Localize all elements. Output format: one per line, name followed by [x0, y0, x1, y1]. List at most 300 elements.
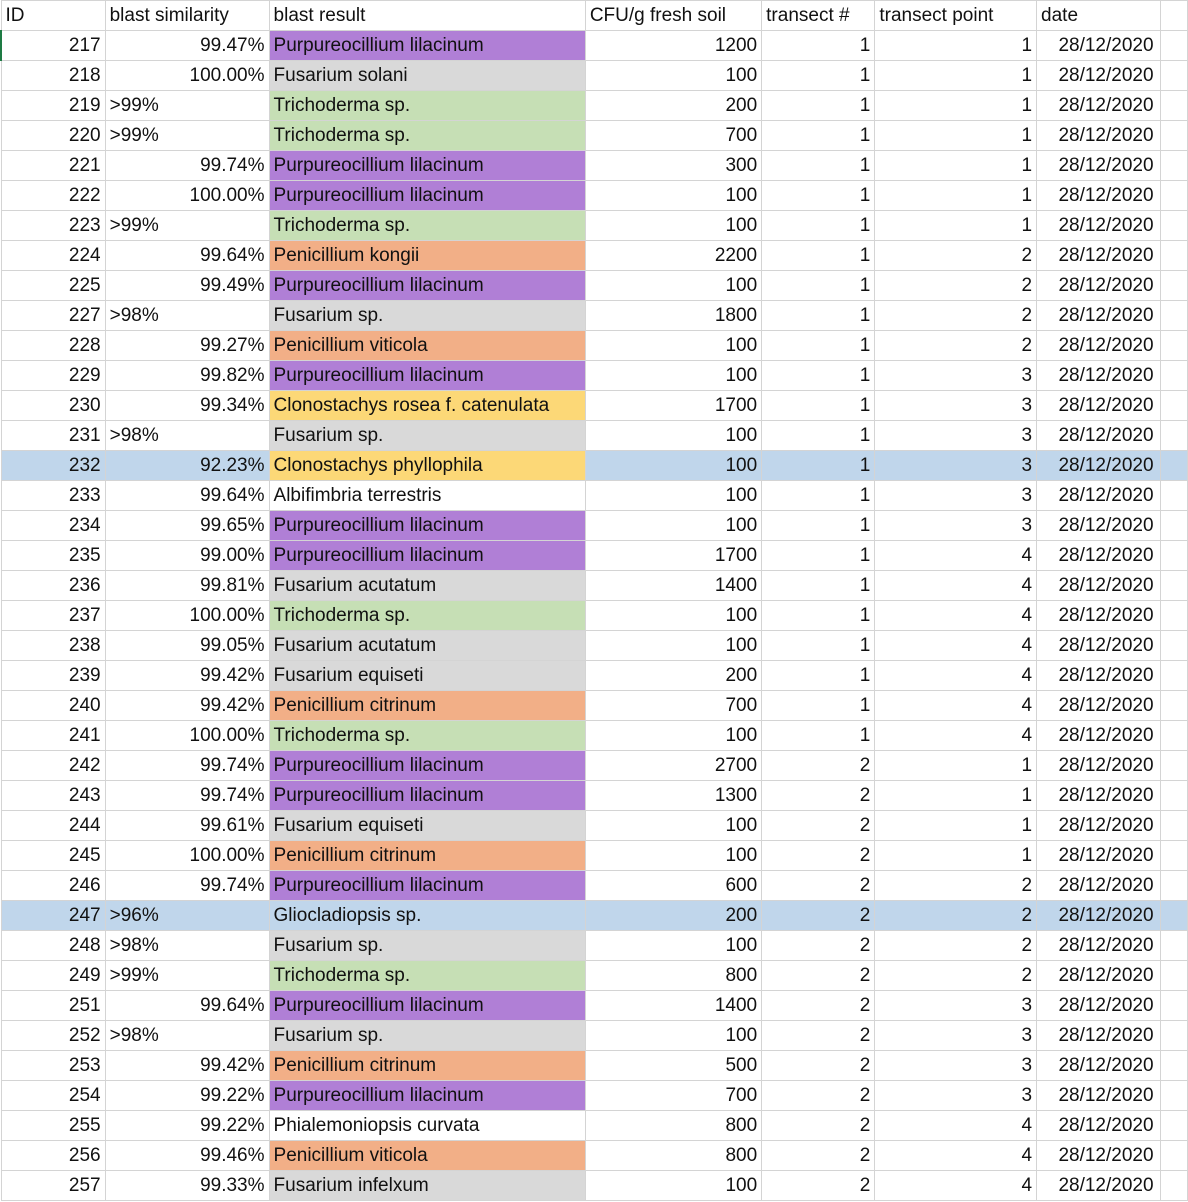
similarity-cell[interactable]: 99.00%: [105, 541, 269, 571]
transect-cell[interactable]: 1: [762, 151, 875, 181]
blast-result-cell[interactable]: Penicillium viticola: [269, 1141, 585, 1171]
empty-cell[interactable]: [1160, 391, 1187, 421]
empty-cell[interactable]: [1160, 1, 1187, 31]
transect-point-cell[interactable]: 2: [875, 301, 1037, 331]
cfu-cell[interactable]: 100: [585, 481, 761, 511]
id-cell[interactable]: 233: [1, 481, 105, 511]
transect-point-cell[interactable]: 2: [875, 871, 1037, 901]
cfu-cell[interactable]: 600: [585, 871, 761, 901]
empty-cell[interactable]: [1160, 331, 1187, 361]
blast-result-cell[interactable]: Trichoderma sp.: [269, 961, 585, 991]
transect-cell[interactable]: 2: [762, 1171, 875, 1201]
empty-cell[interactable]: [1160, 451, 1187, 481]
blast-result-cell[interactable]: Purpureocillium lilacinum: [269, 31, 585, 61]
transect-point-cell[interactable]: 4: [875, 1141, 1037, 1171]
empty-cell[interactable]: [1160, 1171, 1187, 1201]
date-cell[interactable]: 28/12/2020: [1037, 691, 1161, 721]
transect-point-cell[interactable]: 2: [875, 241, 1037, 271]
transect-point-cell[interactable]: 3: [875, 1081, 1037, 1111]
empty-cell[interactable]: [1160, 1081, 1187, 1111]
id-cell[interactable]: 242: [1, 751, 105, 781]
empty-cell[interactable]: [1160, 871, 1187, 901]
transect-point-cell[interactable]: 3: [875, 511, 1037, 541]
header-blast-similarity[interactable]: blast similarity: [105, 1, 269, 31]
transect-point-cell[interactable]: 1: [875, 91, 1037, 121]
empty-cell[interactable]: [1160, 121, 1187, 151]
id-cell[interactable]: 249: [1, 961, 105, 991]
similarity-cell[interactable]: 99.42%: [105, 691, 269, 721]
transect-point-cell[interactable]: 3: [875, 481, 1037, 511]
blast-result-cell[interactable]: Gliocladiopsis sp.: [269, 901, 585, 931]
cfu-cell[interactable]: 100: [585, 1171, 761, 1201]
date-cell[interactable]: 28/12/2020: [1037, 91, 1161, 121]
empty-cell[interactable]: [1160, 61, 1187, 91]
blast-result-cell[interactable]: Purpureocillium lilacinum: [269, 361, 585, 391]
empty-cell[interactable]: [1160, 691, 1187, 721]
date-cell[interactable]: 28/12/2020: [1037, 571, 1161, 601]
similarity-cell[interactable]: 99.74%: [105, 871, 269, 901]
empty-cell[interactable]: [1160, 421, 1187, 451]
cfu-cell[interactable]: 200: [585, 661, 761, 691]
blast-result-cell[interactable]: Penicillium viticola: [269, 331, 585, 361]
blast-result-cell[interactable]: Penicillium kongii: [269, 241, 585, 271]
transect-point-cell[interactable]: 2: [875, 901, 1037, 931]
transect-cell[interactable]: 1: [762, 121, 875, 151]
transect-cell[interactable]: 2: [762, 811, 875, 841]
transect-point-cell[interactable]: 1: [875, 151, 1037, 181]
id-cell[interactable]: 251: [1, 991, 105, 1021]
date-cell[interactable]: 28/12/2020: [1037, 181, 1161, 211]
empty-cell[interactable]: [1160, 751, 1187, 781]
transect-cell[interactable]: 1: [762, 301, 875, 331]
date-cell[interactable]: 28/12/2020: [1037, 631, 1161, 661]
cfu-cell[interactable]: 1700: [585, 541, 761, 571]
id-cell[interactable]: 240: [1, 691, 105, 721]
transect-point-cell[interactable]: 2: [875, 331, 1037, 361]
blast-result-cell[interactable]: Purpureocillium lilacinum: [269, 781, 585, 811]
cfu-cell[interactable]: 100: [585, 931, 761, 961]
transect-cell[interactable]: 1: [762, 331, 875, 361]
empty-cell[interactable]: [1160, 271, 1187, 301]
cfu-cell[interactable]: 2200: [585, 241, 761, 271]
similarity-cell[interactable]: 99.34%: [105, 391, 269, 421]
cfu-cell[interactable]: 700: [585, 691, 761, 721]
empty-cell[interactable]: [1160, 721, 1187, 751]
similarity-cell[interactable]: 99.22%: [105, 1081, 269, 1111]
blast-result-cell[interactable]: Penicillium citrinum: [269, 841, 585, 871]
similarity-cell[interactable]: 99.42%: [105, 1051, 269, 1081]
transect-point-cell[interactable]: 3: [875, 451, 1037, 481]
empty-cell[interactable]: [1160, 811, 1187, 841]
cfu-cell[interactable]: 100: [585, 181, 761, 211]
similarity-cell[interactable]: 99.82%: [105, 361, 269, 391]
cfu-cell[interactable]: 800: [585, 1111, 761, 1141]
empty-cell[interactable]: [1160, 601, 1187, 631]
similarity-cell[interactable]: 99.46%: [105, 1141, 269, 1171]
blast-result-cell[interactable]: Fusarium sp.: [269, 931, 585, 961]
similarity-cell[interactable]: 99.74%: [105, 781, 269, 811]
transect-cell[interactable]: 1: [762, 511, 875, 541]
date-cell[interactable]: 28/12/2020: [1037, 451, 1161, 481]
blast-result-cell[interactable]: Fusarium sp.: [269, 1021, 585, 1051]
transect-point-cell[interactable]: 1: [875, 781, 1037, 811]
id-cell[interactable]: 234: [1, 511, 105, 541]
id-cell[interactable]: 246: [1, 871, 105, 901]
similarity-cell[interactable]: 99.64%: [105, 481, 269, 511]
id-cell[interactable]: 247: [1, 901, 105, 931]
transect-cell[interactable]: 1: [762, 391, 875, 421]
transect-cell[interactable]: 2: [762, 1021, 875, 1051]
transect-cell[interactable]: 1: [762, 661, 875, 691]
transect-point-cell[interactable]: 4: [875, 1111, 1037, 1141]
date-cell[interactable]: 28/12/2020: [1037, 871, 1161, 901]
transect-cell[interactable]: 2: [762, 781, 875, 811]
blast-result-cell[interactable]: Albifimbria terrestris: [269, 481, 585, 511]
transect-cell[interactable]: 1: [762, 601, 875, 631]
similarity-cell[interactable]: 100.00%: [105, 601, 269, 631]
id-cell[interactable]: 224: [1, 241, 105, 271]
date-cell[interactable]: 28/12/2020: [1037, 151, 1161, 181]
cfu-cell[interactable]: 800: [585, 961, 761, 991]
similarity-cell[interactable]: 99.42%: [105, 661, 269, 691]
empty-cell[interactable]: [1160, 1051, 1187, 1081]
id-cell[interactable]: 229: [1, 361, 105, 391]
empty-cell[interactable]: [1160, 1141, 1187, 1171]
date-cell[interactable]: 28/12/2020: [1037, 211, 1161, 241]
transect-point-cell[interactable]: 4: [875, 601, 1037, 631]
transect-cell[interactable]: 2: [762, 841, 875, 871]
similarity-cell[interactable]: >99%: [105, 961, 269, 991]
transect-point-cell[interactable]: 1: [875, 181, 1037, 211]
blast-result-cell[interactable]: Trichoderma sp.: [269, 211, 585, 241]
empty-cell[interactable]: [1160, 1021, 1187, 1051]
id-cell[interactable]: 220: [1, 121, 105, 151]
similarity-cell[interactable]: >98%: [105, 301, 269, 331]
empty-cell[interactable]: [1160, 841, 1187, 871]
date-cell[interactable]: 28/12/2020: [1037, 361, 1161, 391]
similarity-cell[interactable]: 99.74%: [105, 751, 269, 781]
similarity-cell[interactable]: 100.00%: [105, 841, 269, 871]
date-cell[interactable]: 28/12/2020: [1037, 901, 1161, 931]
transect-cell[interactable]: 1: [762, 631, 875, 661]
transect-point-cell[interactable]: 3: [875, 991, 1037, 1021]
date-cell[interactable]: 28/12/2020: [1037, 121, 1161, 151]
similarity-cell[interactable]: >96%: [105, 901, 269, 931]
blast-result-cell[interactable]: Trichoderma sp.: [269, 121, 585, 151]
id-cell[interactable]: 245: [1, 841, 105, 871]
transect-cell[interactable]: 1: [762, 451, 875, 481]
blast-result-cell[interactable]: Purpureocillium lilacinum: [269, 541, 585, 571]
id-cell[interactable]: 252: [1, 1021, 105, 1051]
similarity-cell[interactable]: >98%: [105, 421, 269, 451]
id-cell[interactable]: 237: [1, 601, 105, 631]
blast-result-cell[interactable]: Purpureocillium lilacinum: [269, 991, 585, 1021]
empty-cell[interactable]: [1160, 661, 1187, 691]
cfu-cell[interactable]: 100: [585, 451, 761, 481]
blast-result-cell[interactable]: Fusarium acutatum: [269, 631, 585, 661]
similarity-cell[interactable]: 99.64%: [105, 991, 269, 1021]
blast-result-cell[interactable]: Clonostachys rosea f. catenulata: [269, 391, 585, 421]
blast-result-cell[interactable]: Purpureocillium lilacinum: [269, 271, 585, 301]
blast-result-cell[interactable]: Purpureocillium lilacinum: [269, 1081, 585, 1111]
transect-cell[interactable]: 1: [762, 61, 875, 91]
similarity-cell[interactable]: 100.00%: [105, 721, 269, 751]
similarity-cell[interactable]: 99.49%: [105, 271, 269, 301]
cfu-cell[interactable]: 1700: [585, 391, 761, 421]
similarity-cell[interactable]: 99.33%: [105, 1171, 269, 1201]
empty-cell[interactable]: [1160, 1111, 1187, 1141]
date-cell[interactable]: 28/12/2020: [1037, 961, 1161, 991]
transect-cell[interactable]: 2: [762, 1141, 875, 1171]
date-cell[interactable]: 28/12/2020: [1037, 1111, 1161, 1141]
transect-cell[interactable]: 2: [762, 871, 875, 901]
date-cell[interactable]: 28/12/2020: [1037, 841, 1161, 871]
date-cell[interactable]: 28/12/2020: [1037, 31, 1161, 61]
cfu-cell[interactable]: 100: [585, 631, 761, 661]
header-transect-point[interactable]: transect point: [875, 1, 1037, 31]
header-transect[interactable]: transect #: [762, 1, 875, 31]
id-cell[interactable]: 235: [1, 541, 105, 571]
cfu-cell[interactable]: 100: [585, 211, 761, 241]
similarity-cell[interactable]: >99%: [105, 121, 269, 151]
date-cell[interactable]: 28/12/2020: [1037, 1141, 1161, 1171]
cfu-cell[interactable]: 100: [585, 1021, 761, 1051]
transect-cell[interactable]: 2: [762, 901, 875, 931]
date-cell[interactable]: 28/12/2020: [1037, 721, 1161, 751]
blast-result-cell[interactable]: Fusarium infelxum: [269, 1171, 585, 1201]
id-cell[interactable]: 244: [1, 811, 105, 841]
empty-cell[interactable]: [1160, 781, 1187, 811]
date-cell[interactable]: 28/12/2020: [1037, 601, 1161, 631]
transect-point-cell[interactable]: 4: [875, 661, 1037, 691]
blast-result-cell[interactable]: Purpureocillium lilacinum: [269, 751, 585, 781]
transect-cell[interactable]: 2: [762, 931, 875, 961]
date-cell[interactable]: 28/12/2020: [1037, 1051, 1161, 1081]
transect-point-cell[interactable]: 1: [875, 31, 1037, 61]
cfu-cell[interactable]: 100: [585, 811, 761, 841]
empty-cell[interactable]: [1160, 541, 1187, 571]
transect-cell[interactable]: 2: [762, 1081, 875, 1111]
blast-result-cell[interactable]: Trichoderma sp.: [269, 91, 585, 121]
empty-cell[interactable]: [1160, 301, 1187, 331]
cfu-cell[interactable]: 800: [585, 1141, 761, 1171]
cfu-cell[interactable]: 100: [585, 61, 761, 91]
similarity-cell[interactable]: 99.05%: [105, 631, 269, 661]
id-cell[interactable]: 228: [1, 331, 105, 361]
similarity-cell[interactable]: >98%: [105, 1021, 269, 1051]
cfu-cell[interactable]: 100: [585, 331, 761, 361]
cfu-cell[interactable]: 1200: [585, 31, 761, 61]
transect-cell[interactable]: 2: [762, 1111, 875, 1141]
transect-point-cell[interactable]: 3: [875, 391, 1037, 421]
transect-point-cell[interactable]: 1: [875, 61, 1037, 91]
transect-point-cell[interactable]: 3: [875, 421, 1037, 451]
date-cell[interactable]: 28/12/2020: [1037, 421, 1161, 451]
blast-result-cell[interactable]: Fusarium solani: [269, 61, 585, 91]
empty-cell[interactable]: [1160, 901, 1187, 931]
id-cell[interactable]: 218: [1, 61, 105, 91]
transect-point-cell[interactable]: 1: [875, 841, 1037, 871]
date-cell[interactable]: 28/12/2020: [1037, 271, 1161, 301]
id-cell[interactable]: 243: [1, 781, 105, 811]
date-cell[interactable]: 28/12/2020: [1037, 511, 1161, 541]
date-cell[interactable]: 28/12/2020: [1037, 781, 1161, 811]
blast-result-cell[interactable]: Fusarium acutatum: [269, 571, 585, 601]
id-cell[interactable]: 255: [1, 1111, 105, 1141]
transect-cell[interactable]: 1: [762, 571, 875, 601]
similarity-cell[interactable]: 99.27%: [105, 331, 269, 361]
cfu-cell[interactable]: 100: [585, 841, 761, 871]
transect-point-cell[interactable]: 4: [875, 571, 1037, 601]
transect-point-cell[interactable]: 1: [875, 751, 1037, 781]
cfu-cell[interactable]: 500: [585, 1051, 761, 1081]
blast-result-cell[interactable]: Phialemoniopsis curvata: [269, 1111, 585, 1141]
blast-result-cell[interactable]: Purpureocillium lilacinum: [269, 511, 585, 541]
blast-result-cell[interactable]: Fusarium sp.: [269, 301, 585, 331]
blast-result-cell[interactable]: Penicillium citrinum: [269, 691, 585, 721]
date-cell[interactable]: 28/12/2020: [1037, 931, 1161, 961]
empty-cell[interactable]: [1160, 241, 1187, 271]
header-id[interactable]: ID: [1, 1, 105, 31]
id-cell[interactable]: 248: [1, 931, 105, 961]
empty-cell[interactable]: [1160, 481, 1187, 511]
cfu-cell[interactable]: 2700: [585, 751, 761, 781]
date-cell[interactable]: 28/12/2020: [1037, 751, 1161, 781]
date-cell[interactable]: 28/12/2020: [1037, 1021, 1161, 1051]
blast-result-cell[interactable]: Fusarium sp.: [269, 421, 585, 451]
empty-cell[interactable]: [1160, 211, 1187, 241]
similarity-cell[interactable]: 99.22%: [105, 1111, 269, 1141]
date-cell[interactable]: 28/12/2020: [1037, 301, 1161, 331]
transect-point-cell[interactable]: 2: [875, 931, 1037, 961]
transect-point-cell[interactable]: 3: [875, 361, 1037, 391]
id-cell[interactable]: 238: [1, 631, 105, 661]
empty-cell[interactable]: [1160, 571, 1187, 601]
transect-cell[interactable]: 1: [762, 541, 875, 571]
cfu-cell[interactable]: 1800: [585, 301, 761, 331]
id-cell[interactable]: 230: [1, 391, 105, 421]
date-cell[interactable]: 28/12/2020: [1037, 661, 1161, 691]
empty-cell[interactable]: [1160, 931, 1187, 961]
cfu-cell[interactable]: 200: [585, 91, 761, 121]
header-cfu[interactable]: CFU/g fresh soil: [585, 1, 761, 31]
id-cell[interactable]: 217: [1, 31, 105, 61]
id-cell[interactable]: 241: [1, 721, 105, 751]
transect-cell[interactable]: 2: [762, 991, 875, 1021]
similarity-cell[interactable]: >98%: [105, 931, 269, 961]
transect-cell[interactable]: 1: [762, 271, 875, 301]
header-date[interactable]: date: [1037, 1, 1161, 31]
transect-cell[interactable]: 1: [762, 91, 875, 121]
transect-point-cell[interactable]: 3: [875, 1021, 1037, 1051]
transect-point-cell[interactable]: 1: [875, 211, 1037, 241]
transect-cell[interactable]: 1: [762, 721, 875, 751]
transect-cell[interactable]: 2: [762, 961, 875, 991]
id-cell[interactable]: 256: [1, 1141, 105, 1171]
empty-cell[interactable]: [1160, 991, 1187, 1021]
id-cell[interactable]: 227: [1, 301, 105, 331]
date-cell[interactable]: 28/12/2020: [1037, 331, 1161, 361]
cfu-cell[interactable]: 700: [585, 1081, 761, 1111]
transect-cell[interactable]: 1: [762, 181, 875, 211]
date-cell[interactable]: 28/12/2020: [1037, 991, 1161, 1021]
transect-point-cell[interactable]: 1: [875, 811, 1037, 841]
date-cell[interactable]: 28/12/2020: [1037, 1081, 1161, 1111]
id-cell[interactable]: 231: [1, 421, 105, 451]
empty-cell[interactable]: [1160, 31, 1187, 61]
blast-result-cell[interactable]: Purpureocillium lilacinum: [269, 181, 585, 211]
transect-cell[interactable]: 1: [762, 421, 875, 451]
transect-point-cell[interactable]: 2: [875, 961, 1037, 991]
cfu-cell[interactable]: 700: [585, 121, 761, 151]
date-cell[interactable]: 28/12/2020: [1037, 61, 1161, 91]
id-cell[interactable]: 236: [1, 571, 105, 601]
transect-point-cell[interactable]: 1: [875, 121, 1037, 151]
id-cell[interactable]: 225: [1, 271, 105, 301]
empty-cell[interactable]: [1160, 181, 1187, 211]
blast-result-cell[interactable]: Penicillium citrinum: [269, 1051, 585, 1081]
date-cell[interactable]: 28/12/2020: [1037, 541, 1161, 571]
similarity-cell[interactable]: 99.61%: [105, 811, 269, 841]
empty-cell[interactable]: [1160, 511, 1187, 541]
empty-cell[interactable]: [1160, 91, 1187, 121]
transect-point-cell[interactable]: 4: [875, 631, 1037, 661]
transect-cell[interactable]: 1: [762, 361, 875, 391]
transect-cell[interactable]: 1: [762, 241, 875, 271]
cfu-cell[interactable]: 100: [585, 721, 761, 751]
transect-cell[interactable]: 2: [762, 751, 875, 781]
transect-cell[interactable]: 1: [762, 211, 875, 241]
similarity-cell[interactable]: 99.81%: [105, 571, 269, 601]
cfu-cell[interactable]: 100: [585, 361, 761, 391]
transect-point-cell[interactable]: 2: [875, 271, 1037, 301]
similarity-cell[interactable]: 99.64%: [105, 241, 269, 271]
date-cell[interactable]: 28/12/2020: [1037, 391, 1161, 421]
similarity-cell[interactable]: >99%: [105, 91, 269, 121]
id-cell[interactable]: 223: [1, 211, 105, 241]
cfu-cell[interactable]: 100: [585, 601, 761, 631]
id-cell[interactable]: 254: [1, 1081, 105, 1111]
blast-result-cell[interactable]: Fusarium equiseti: [269, 661, 585, 691]
similarity-cell[interactable]: 100.00%: [105, 181, 269, 211]
similarity-cell[interactable]: 92.23%: [105, 451, 269, 481]
similarity-cell[interactable]: 100.00%: [105, 61, 269, 91]
blast-result-cell[interactable]: Trichoderma sp.: [269, 721, 585, 751]
transect-point-cell[interactable]: 4: [875, 691, 1037, 721]
empty-cell[interactable]: [1160, 631, 1187, 661]
empty-cell[interactable]: [1160, 961, 1187, 991]
transect-cell[interactable]: 1: [762, 481, 875, 511]
transect-point-cell[interactable]: 4: [875, 721, 1037, 751]
date-cell[interactable]: 28/12/2020: [1037, 481, 1161, 511]
date-cell[interactable]: 28/12/2020: [1037, 1171, 1161, 1201]
id-cell[interactable]: 221: [1, 151, 105, 181]
cfu-cell[interactable]: 300: [585, 151, 761, 181]
id-cell[interactable]: 253: [1, 1051, 105, 1081]
cfu-cell[interactable]: 100: [585, 271, 761, 301]
date-cell[interactable]: 28/12/2020: [1037, 241, 1161, 271]
date-cell[interactable]: 28/12/2020: [1037, 811, 1161, 841]
transect-point-cell[interactable]: 4: [875, 1171, 1037, 1201]
empty-cell[interactable]: [1160, 361, 1187, 391]
transect-point-cell[interactable]: 4: [875, 541, 1037, 571]
id-cell[interactable]: 232: [1, 451, 105, 481]
cfu-cell[interactable]: 100: [585, 511, 761, 541]
header-blast-result[interactable]: blast result: [269, 1, 585, 31]
blast-result-cell[interactable]: Fusarium equiseti: [269, 811, 585, 841]
similarity-cell[interactable]: >99%: [105, 211, 269, 241]
similarity-cell[interactable]: 99.47%: [105, 31, 269, 61]
